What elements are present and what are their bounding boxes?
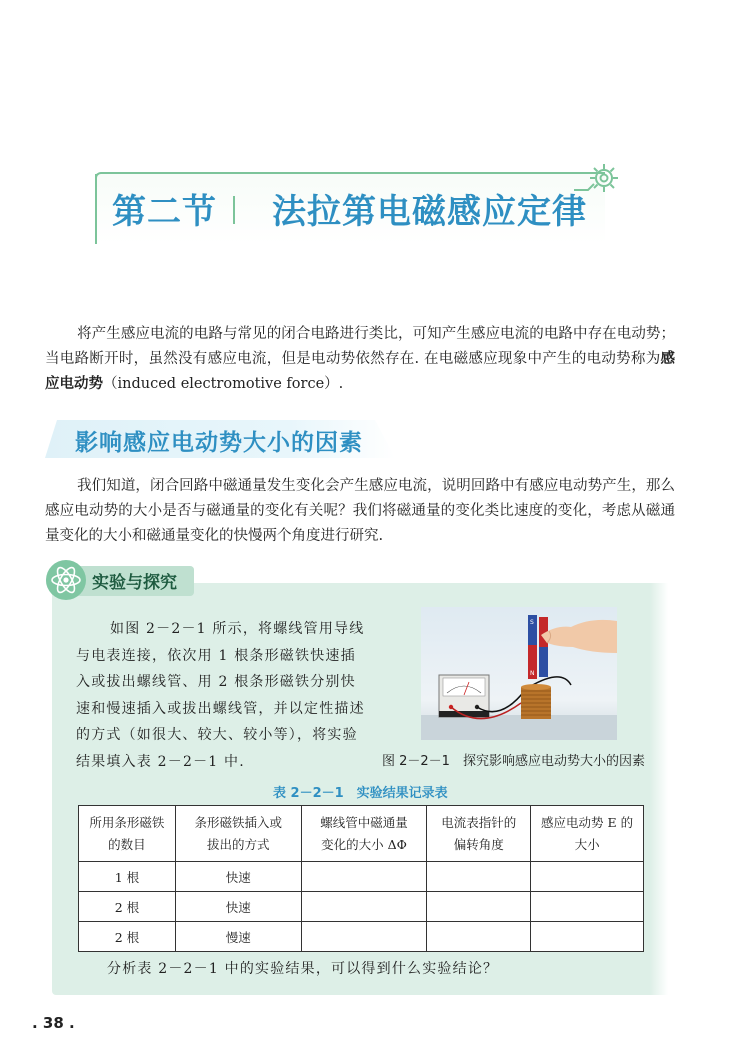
intro-text: 将产生感应电流的电路与常见的闭合电路进行类比，可知产生感应电流的电路中存在电动势；当电路断开时，虽然没有感应电流，但是电动势依然存在. 在电磁感应现象中产生的电动势称为 [45, 326, 675, 367]
subheading: 影响感应电动势大小的因素 [75, 430, 363, 456]
section-title: 法拉第电磁感应定律 [272, 192, 587, 232]
figure-caption: 图 2－2－1 探究影响感应电动势大小的因素 [382, 754, 645, 769]
table-header-row [79, 806, 644, 862]
intro-term-english: （induced electromotive force）. [103, 376, 344, 392]
table-cell: 快速 [175, 892, 301, 922]
table-header-cell: 条形磁铁插入或 拔出的方式 [175, 806, 301, 862]
table-cell: 2 根 [79, 892, 176, 922]
table-header-cell: 所用条形磁铁 的数目 [79, 806, 176, 862]
page-number: . 38 . [32, 1014, 75, 1032]
table-header-cell: 电流表指针的 偏转角度 [427, 806, 531, 862]
apparatus-illustration [421, 607, 617, 740]
table-cell: 2 根 [79, 922, 176, 952]
table-row [79, 922, 644, 952]
experiment-photo [421, 607, 617, 740]
table-cell[interactable] [531, 922, 644, 952]
table-cell[interactable] [301, 862, 427, 892]
experiment-text: 如图 2－2－1 所示，将螺线管用导线与电表连接，依次用 1 根条形磁铁快速插入或拔出螺线管、用 2 根条形磁铁分别快速和慢速插入或拔出螺线管，并以定性描述的方式（如很大、较大、较小等），将实验结果填入表 2－2－1 中. [76, 621, 365, 770]
analysis-question: 分析表 2－2－1 中的实验结果，可以得到什么实验结论？ [107, 961, 499, 977]
table-cell[interactable] [427, 922, 531, 952]
table-cell: 慢速 [175, 922, 301, 952]
title-divider [233, 196, 235, 224]
body-paragraph [45, 474, 675, 549]
table-cell[interactable] [427, 862, 531, 892]
body-text: 我们知道，闭合回路中磁通量发生变化会产生感应电流，说明回路中有感应电动势产生，那么感应电动势的大小是否与磁通量的变化有关呢？我们将磁通量的变化类比速度的变化，考虑从磁通量变化的大小和磁通量变化的快慢两个角度进行研究. [45, 478, 675, 544]
table-row [79, 862, 644, 892]
table-header-cell: 螺线管中磁通量 变化的大小 ΔΦ [301, 806, 427, 862]
table-cell[interactable] [531, 892, 644, 922]
table-cell[interactable] [301, 892, 427, 922]
table-cell: 快速 [175, 862, 301, 892]
table-cell[interactable] [301, 922, 427, 952]
experiment-instructions [76, 616, 368, 775]
table-row [79, 892, 644, 922]
table-header-cell: 感应电动势 E 的 大小 [531, 806, 644, 862]
gear-icon [572, 156, 628, 212]
atom-icon [46, 560, 86, 600]
panel-fade-edge [650, 583, 668, 995]
table-cell: 1 根 [79, 862, 176, 892]
svg-text:S: S [530, 619, 534, 626]
experiment-badge-circle [46, 560, 86, 600]
svg-text:N: N [530, 670, 535, 677]
results-table [78, 805, 644, 952]
table-cell[interactable] [427, 892, 531, 922]
table-caption: 表 2－2－1 实验结果记录表 [273, 786, 448, 801]
section-label: 第二节 [112, 192, 217, 232]
table-cell[interactable] [531, 862, 644, 892]
intro-term: 感应电动势 [45, 351, 675, 392]
experiment-badge-label: 实验与探究 [92, 573, 177, 593]
intro-paragraph [45, 322, 675, 397]
